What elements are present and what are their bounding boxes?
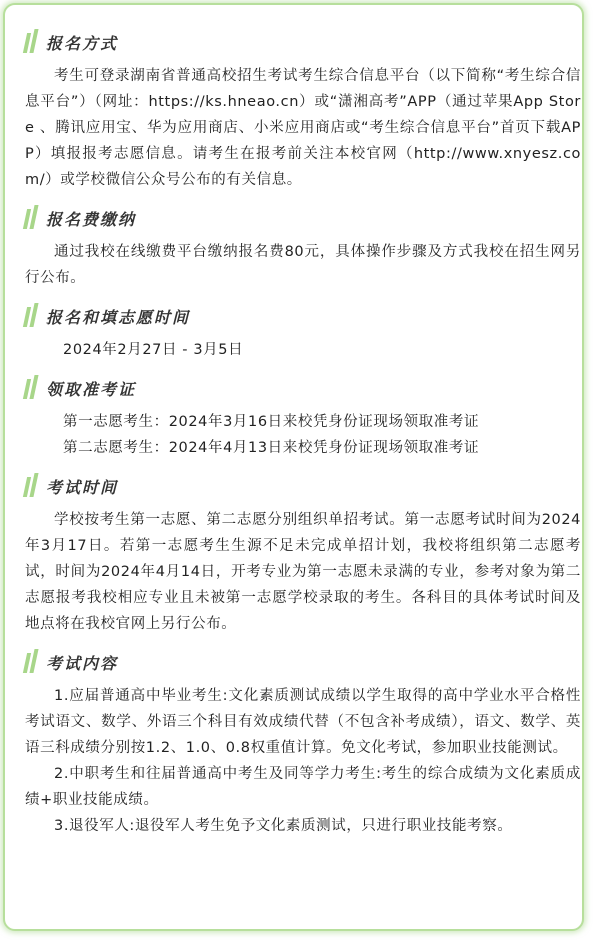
section-title: 考试时间 xyxy=(46,477,119,497)
section-title: 报名费缴纳 xyxy=(46,209,137,229)
heading-decoration-icon xyxy=(25,475,39,497)
section-title: 领取准考证 xyxy=(46,379,137,399)
section-heading-registration-method xyxy=(25,27,581,57)
section-title: 考试内容 xyxy=(46,653,119,673)
registration-date-range: 2024年2月27日 - 3月5日 xyxy=(63,342,244,358)
section-heading-exam-time xyxy=(25,471,581,501)
section-heading-admission-ticket xyxy=(25,373,581,403)
ticket-first-choice: 第一志愿考生：2024年3月16日来校凭身份证现场领取准考证 xyxy=(63,414,480,430)
section-heading-registration-fee xyxy=(25,203,581,233)
heading-decoration-icon xyxy=(25,207,39,229)
ticket-second-choice: 第二志愿考生：2024年4月13日来校凭身份证现场领取准考证 xyxy=(63,440,480,456)
heading-decoration-icon xyxy=(25,305,39,327)
content-card xyxy=(3,3,584,931)
heading-decoration-icon xyxy=(25,31,39,53)
section-paragraph: 通过我校在线缴费平台缴纳报名费80元，具体操作步骤及方式我校在招生网另行公布。 xyxy=(25,244,581,286)
content-body xyxy=(25,27,581,849)
section-title: 报名和填志愿时间 xyxy=(46,307,191,327)
exam-content-item-2: 2.中职考生和往届普通高中考生及同等学力考生:考生的综合成绩为文化素质成绩+职业技能成绩。 xyxy=(25,766,581,808)
heading-decoration-icon xyxy=(25,651,39,673)
section-paragraph: 学校按考生第一志愿、第二志愿分别组织单招考试。第一志愿考试时间为2024年3月17日。若第一志愿考生生源不足未完成单招计划，我校将组织第二志愿考试，时间为2024年4月14日，开考专业为第一志愿未录满的专业，参考对象为第二志愿报考我校相应专业且未被第一志愿学校录取的考生。各科目的具体考试时间及地点将在我校官网上另行公布。 xyxy=(25,512,581,632)
heading-decoration-icon xyxy=(25,377,39,399)
section-paragraph: 考生可登录湖南省普通高校招生考试考生综合信息平台（以下简称“考生综合信息平台”）（网址：https://ks.hneao.cn）或“潇湘高考”APP（通过苹果App Store 、腾讯应用宝、华为应用商店、小米应用商店或“考生综合信息平台”首页下载APP）填报报考志愿信息。请考生在报考前关注本校官网（http://www.xnyesz.com/）或学校微信公众号公布的有关信息。 xyxy=(25,68,581,188)
section-heading-registration-time xyxy=(25,301,581,331)
section-heading-exam-content xyxy=(25,647,581,677)
exam-content-item-3: 3.退役军人:退役军人考生免予文化素质测试，只进行职业技能考察。 xyxy=(54,818,513,834)
exam-content-item-1: 1.应届普通高中毕业考生:文化素质测试成绩以学生取得的高中学业水平合格性考试语文、数学、外语三个科目有效成绩代替（不包含补考成绩），语文、数学、英语三科成绩分别按1.2、1.0、0.8权重值计算。免文化考试，参加职业技能测试。 xyxy=(25,688,581,756)
section-title: 报名方式 xyxy=(46,33,119,53)
